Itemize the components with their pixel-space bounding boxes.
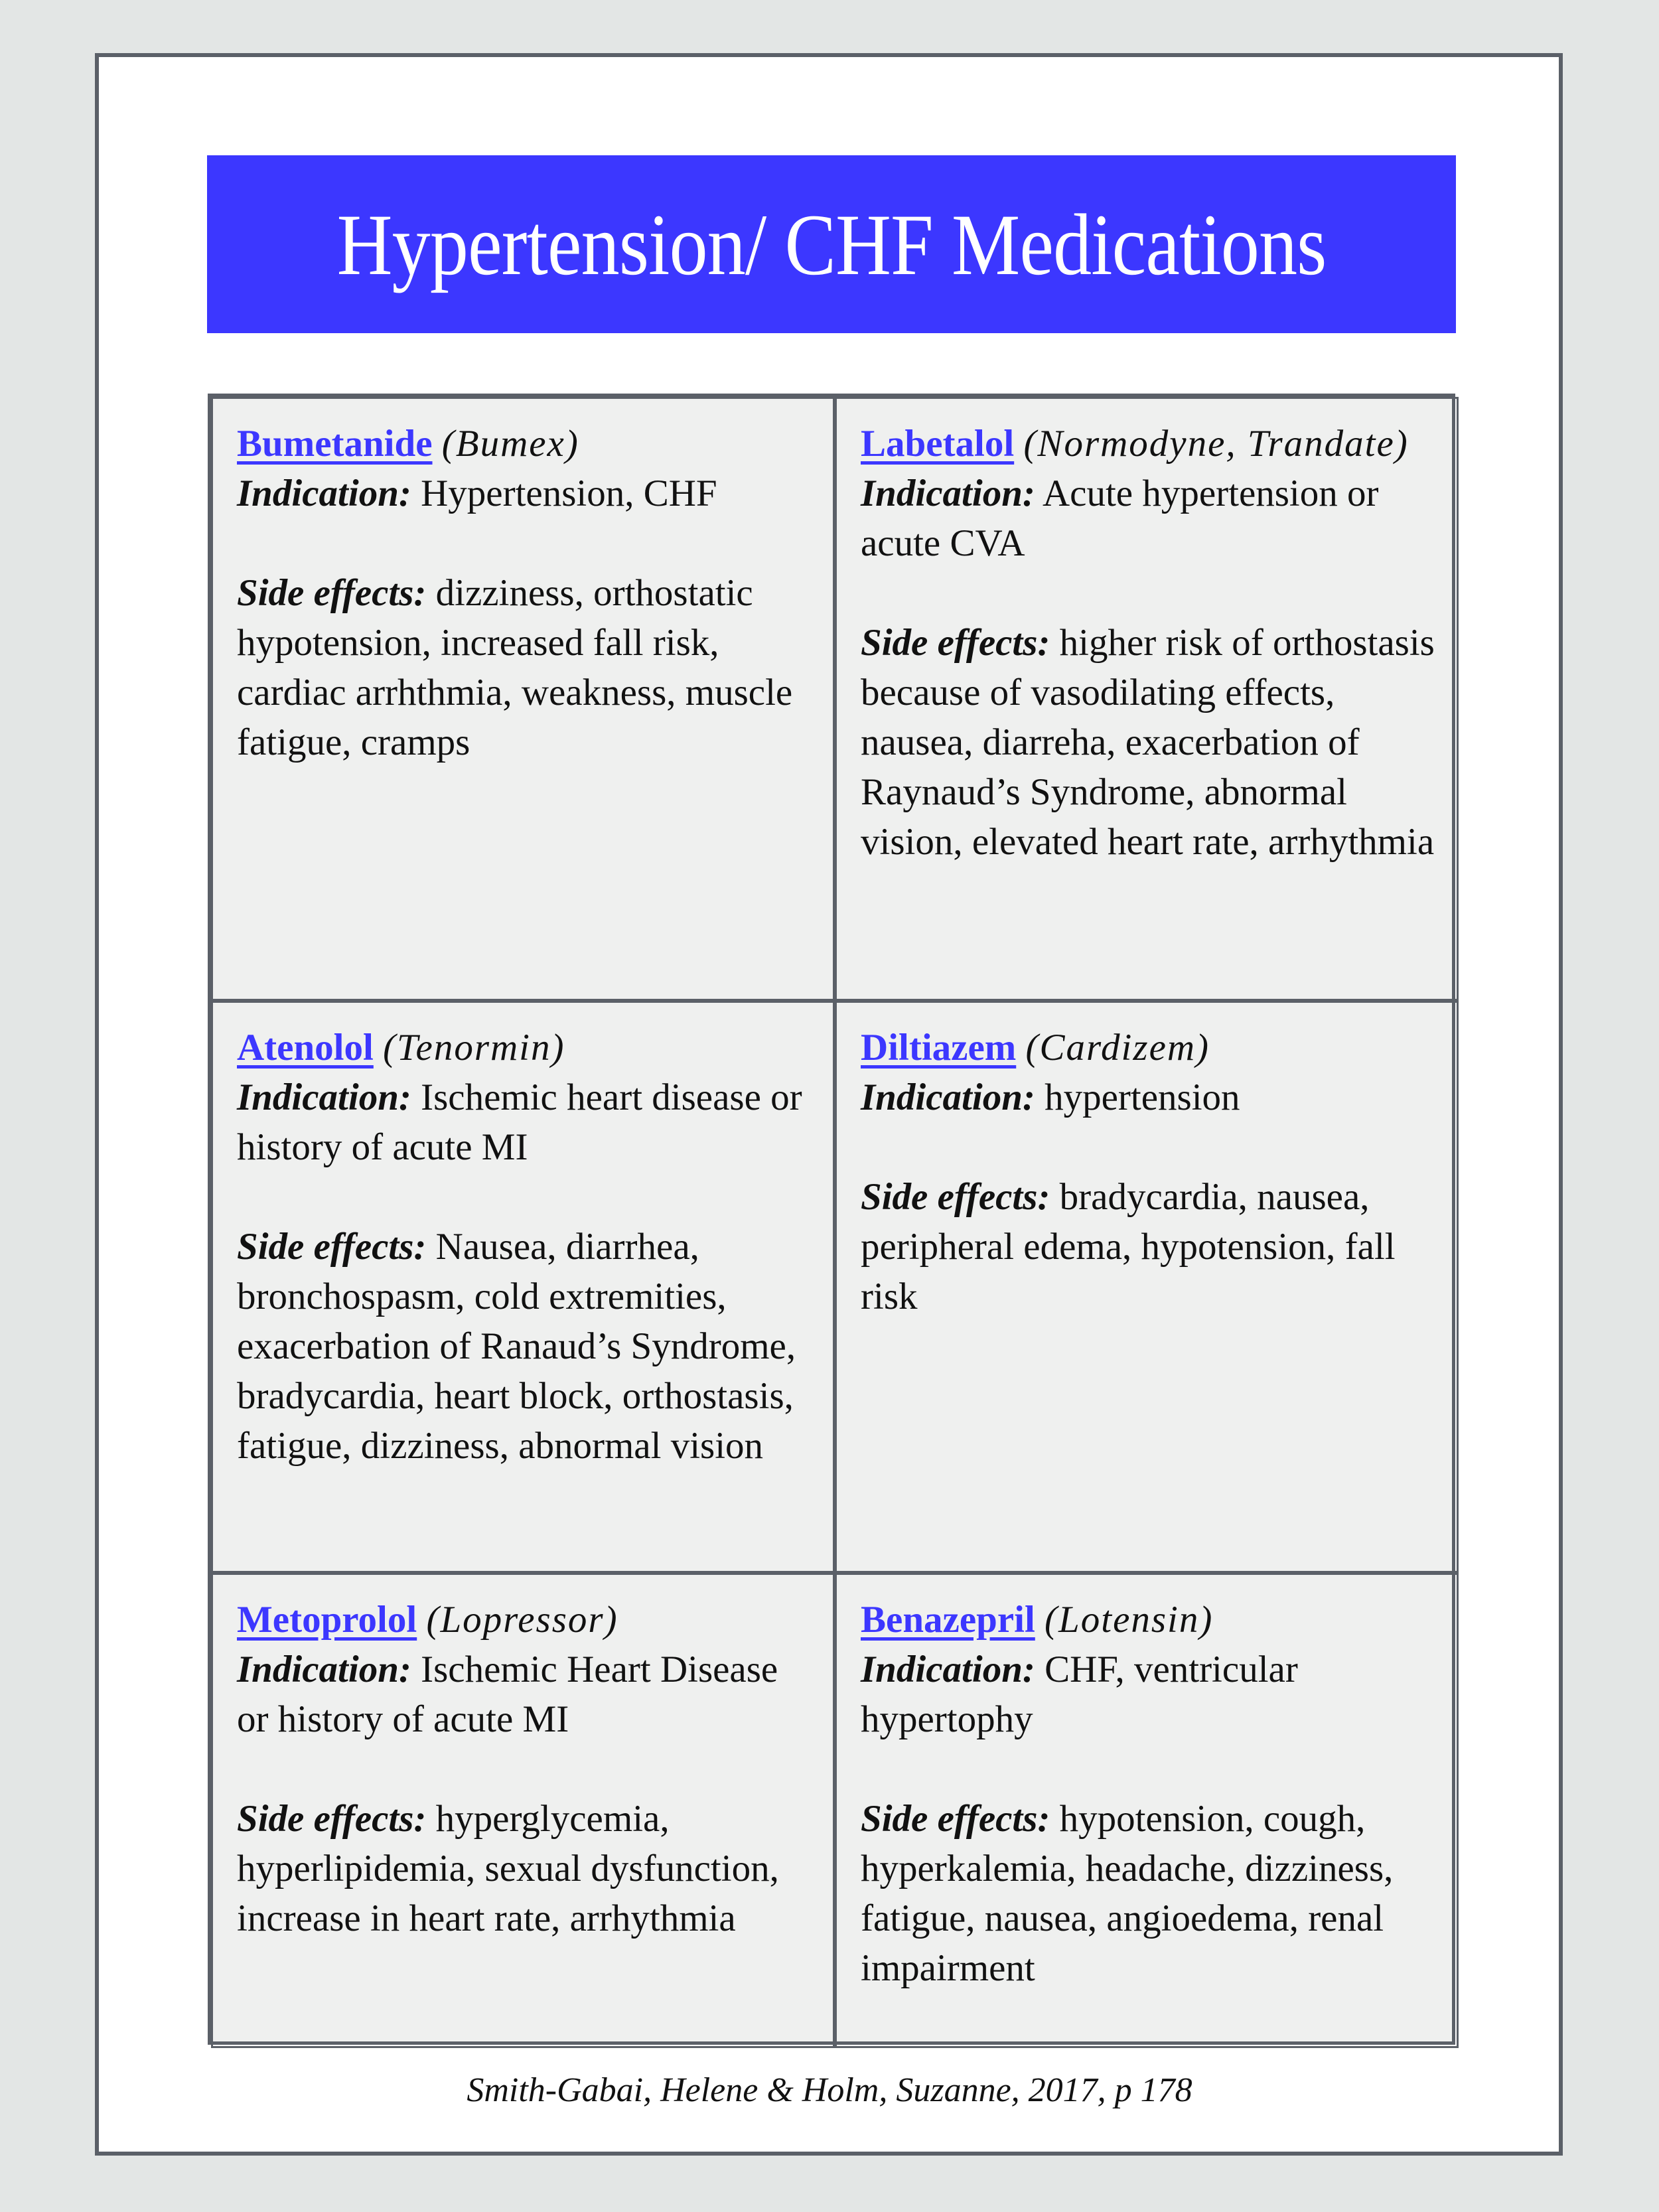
indication-label: Indication: bbox=[237, 1076, 411, 1118]
indication-label: Indication: bbox=[861, 1649, 1035, 1690]
side-effects-text: hypotension, cough, hyperkalemia, headache, dizziness, fatigue, nausea, angioedema, renal impairment bbox=[861, 1798, 1394, 1989]
title-banner bbox=[207, 155, 1456, 333]
drug-link[interactable]: Bumetanide bbox=[237, 423, 433, 465]
drug-link[interactable]: Atenolol bbox=[237, 1027, 374, 1069]
indication-text: Ischemic Heart Disease or history of acute MI bbox=[237, 1649, 778, 1740]
medication-cell bbox=[211, 1001, 835, 1573]
medication-cell bbox=[835, 397, 1459, 1001]
page-title: Hypertension/ CHF Medications bbox=[336, 195, 1327, 293]
medication-cell bbox=[835, 1573, 1459, 2048]
brand-name: (Cardizem) bbox=[1025, 1027, 1210, 1069]
side-effects-text: Nausea, diarrhea, bronchospasm, cold extremities, exacerbation of Ranaud’s Syndrome, bradycardia, heart block, orthostasis, fatigue, dizziness, abnormal vision bbox=[237, 1226, 796, 1467]
indication-text: Acute hypertension or acute CVA bbox=[861, 473, 1379, 564]
side-effects-text: bradycardia, nausea, peripheral edema, hypotension, fall risk bbox=[861, 1176, 1396, 1317]
indication-text: Hypertension, CHF bbox=[421, 473, 717, 514]
medication-cell bbox=[211, 397, 835, 1001]
side-effects-text: dizziness, orthostatic hypotension, increased fall risk, cardiac arrhthmia, weakness, muscle fatigue, cramps bbox=[237, 572, 793, 763]
brand-name: (Tenormin) bbox=[383, 1027, 565, 1069]
indication-text: Ischemic heart disease or history of acute MI bbox=[237, 1076, 802, 1168]
indication-text: hypertension bbox=[1045, 1076, 1240, 1118]
drug-link[interactable]: Benazepril bbox=[861, 1599, 1035, 1641]
indication-text: CHF, ventricular hypertophy bbox=[861, 1649, 1298, 1740]
side-effects-label: Side effects: bbox=[861, 1176, 1050, 1218]
brand-name: (Lopressor) bbox=[426, 1599, 618, 1641]
side-effects-label: Side effects: bbox=[861, 1798, 1050, 1840]
side-effects-label: Side effects: bbox=[237, 572, 427, 614]
side-effects-label: Side effects: bbox=[861, 622, 1050, 664]
indication-label: Indication: bbox=[237, 1649, 411, 1690]
side-effects-text: hyperglycemia, hyperlipidemia, sexual dysfunction, increase in heart rate, arrhythmia bbox=[237, 1798, 779, 1939]
drug-link[interactable]: Metoprolol bbox=[237, 1599, 417, 1641]
indication-label: Indication: bbox=[861, 473, 1035, 514]
brand-name: (Bumex) bbox=[441, 423, 579, 465]
medication-cell bbox=[835, 1001, 1459, 1573]
side-effects-text: higher risk of orthostasis because of vasodilating effects, nausea, diarreha, exacerbation of Raynaud’s Syndrome, abnormal vision, elevated heart rate, arrhythmia bbox=[861, 622, 1435, 863]
side-effects-label: Side effects: bbox=[237, 1798, 427, 1840]
medication-table bbox=[208, 394, 1455, 2045]
brand-name: (Normodyne, Trandate) bbox=[1023, 423, 1409, 465]
indication-label: Indication: bbox=[237, 473, 411, 514]
citation: Smith-Gabai, Helene & Holm, Suzanne, 2017, p 178 bbox=[467, 2071, 1192, 2109]
side-effects-label: Side effects: bbox=[237, 1226, 427, 1268]
medication-cell bbox=[211, 1573, 835, 2048]
drug-link[interactable]: Diltiazem bbox=[861, 1027, 1017, 1069]
brand-name: (Lotensin) bbox=[1045, 1599, 1214, 1641]
indication-label: Indication: bbox=[861, 1076, 1035, 1118]
drug-link[interactable]: Labetalol bbox=[861, 423, 1015, 465]
